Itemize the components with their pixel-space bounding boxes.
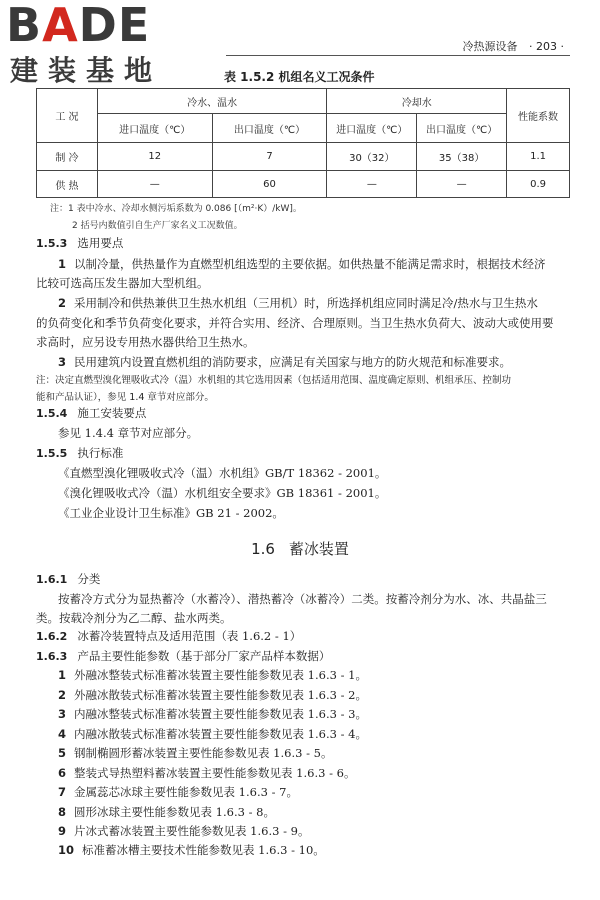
paragraph-cont: 比较可选高压发生器加大型机组。: [36, 276, 209, 290]
row-label: 制 冷: [37, 143, 98, 171]
list-item: 3 内融冰整装式标准蓄冰装置主要性能参数见表 1.6.3 - 3。: [58, 707, 367, 721]
header-rule: [226, 55, 570, 56]
table-caption: 表 1.5.2 机组名义工况条件: [224, 70, 375, 84]
section-number: 1.5.4: [36, 407, 68, 420]
list-item: 8 圆形冰球主要性能参数见表 1.6.3 - 8。: [58, 805, 275, 819]
header-chilled-outlet: 出口温度（℃）: [212, 114, 327, 143]
list-item: 10 标准蓄冰槽主要技术性能参数见表 1.6.3 - 10。: [58, 843, 325, 857]
text: 民用建筑内设置直燃机组的消防要求，应满足有关国家与地方的防火规范和标准要求。: [74, 355, 512, 369]
list-item: 9 片冰式蓄冰装置主要性能参数见表 1.6.3 - 9。: [58, 824, 310, 838]
section-number: 1.5.3: [36, 237, 68, 250]
paragraph: 参见 1.4.4 章节对应部分。: [58, 426, 199, 440]
section-heading: [36, 649, 570, 664]
header-cooling-inlet: 进口温度（℃）: [327, 114, 417, 143]
cell: 12: [97, 143, 212, 171]
section-title: 施工安装要点: [77, 406, 147, 420]
chapter-name: 蓄冰装置: [288, 540, 349, 558]
paragraph-cont: 的负荷变化和季节负荷变化要求，并符合实用、经济、合理原则。当卫生热水负荷大、波动大或使用要: [36, 316, 554, 330]
section-note-cont: 能和产品认证），参见 1.4 章节对应部分。: [36, 392, 214, 403]
paragraph: 3 民用建筑内设置直燃机组的消防要求，应满足有关国家与地方的防火规范和标准要求。: [58, 355, 512, 369]
section-heading: [36, 572, 570, 587]
section-title: 执行标准: [77, 446, 124, 460]
header-chilled-inlet: 进口温度（℃）: [97, 114, 212, 143]
paragraph-cont: 类。按载冷剂分为乙二醇、盐水两类。: [36, 611, 232, 625]
header-chilled-water: 冷水、温水: [97, 89, 327, 114]
section-number: 1.6.3: [36, 650, 68, 663]
logo: [6, 0, 151, 52]
paragraph-cont: 求高时，应另设专用热水器供给卫生热水。: [36, 335, 255, 349]
header-section: 冷热源设备: [462, 40, 518, 53]
header-condition: 工 况: [37, 89, 98, 143]
cell: 35（38）: [417, 143, 507, 171]
section-number: 1.6.2: [36, 630, 68, 643]
header-performance: 性能系数: [507, 89, 570, 143]
table-row: [37, 143, 570, 171]
list-item: 2 外融冰散装式标准蓄冰装置主要性能参数见表 1.6.3 - 2。: [58, 688, 367, 702]
section-heading: [36, 446, 570, 461]
paragraph: 按蓄冷方式分为显热蓄冷（水蓄冷）、潜热蓄冷（冰蓄冷）二类。按蓄冷剂分为水、冰、共晶盐三: [58, 592, 547, 606]
section-number: 1.6.1: [36, 573, 68, 586]
list-item: 7 金属蕊芯冰球主要性能参数见表 1.6.3 - 7。: [58, 785, 298, 799]
cell: 7: [212, 143, 327, 171]
paragraph: 2 采用制冷和供热兼供卫生热水机组（三用机）时，所选择机组应同时满足冷/热水与卫生热水: [58, 296, 538, 310]
list-item: 6 整装式导热塑料蓄冰装置主要性能参数见表 1.6.3 - 6。: [58, 766, 356, 780]
cell: 0.9: [507, 171, 570, 198]
logo-subtitle: 建装基地: [10, 54, 163, 87]
text: 采用制冷和供热兼供卫生热水机组（三用机）时，所选择机组应同时满足冷/热水与卫生热水: [74, 296, 538, 310]
chapter-number: 1.6: [251, 540, 275, 558]
section-number: 1.5.5: [36, 447, 68, 460]
table-note-2: 2 括号内数值引自生产厂家名义工况数值。: [72, 221, 243, 231]
header-cooling-water: 冷却水: [327, 89, 507, 114]
cell: —: [327, 171, 417, 198]
cell: 1.1: [507, 143, 570, 171]
text: 以制冷量，供热量作为直燃型机组选型的主要依据。如供热量不能满足需求时，根据技术经济: [74, 257, 546, 271]
standard-item: 《溴化锂吸收式冷（温）水机组安全要求》GB 18361 - 2001。: [58, 486, 387, 500]
logo-letters-de: DE: [78, 0, 151, 52]
running-header: [463, 38, 564, 54]
section-title: 选用要点: [77, 236, 124, 250]
list-item: 4 内融冰散装式标准蓄冰装置主要性能参数见表 1.6.3 - 4。: [58, 727, 367, 741]
rating-conditions-table: [36, 88, 570, 198]
page-number: · 203 ·: [529, 40, 564, 53]
section-heading: [36, 406, 570, 421]
section-title: 产品主要性能参数（基于部分厂家产品样本数据）: [77, 649, 331, 663]
header-cooling-outlet: 出口温度（℃）: [417, 114, 507, 143]
paragraph: 1 以制冷量，供热量作为直燃型机组选型的主要依据。如供热量不能满足需求时，根据技术经济: [58, 257, 546, 271]
chapter-title: [0, 538, 600, 559]
cell: 60: [212, 171, 327, 198]
cell: 30（32）: [327, 143, 417, 171]
table-row: [37, 171, 570, 198]
section-note: 注：决定直燃型溴化锂吸收式冷（温）水机组的其它选用因素（包括适用范围、温度确定原则、机组承压、控制功: [36, 375, 512, 386]
standard-item: 《工业企业设计卫生标准》GB 21 - 2002。: [58, 506, 284, 520]
section-heading: [36, 629, 570, 644]
logo-letter-b: B: [6, 0, 43, 52]
row-label: 供 热: [37, 171, 98, 198]
list-item: 1 外融冰整装式标准蓄冰装置主要性能参数见表 1.6.3 - 1。: [58, 668, 367, 682]
logo-letter-a: A: [42, 0, 79, 52]
standard-item: 《直燃型溴化锂吸收式冷（温）水机组》GB/T 18362 - 2001。: [58, 466, 387, 480]
cell: —: [97, 171, 212, 198]
section-title: 分类: [77, 572, 101, 586]
section-heading: [36, 236, 570, 251]
cell: —: [417, 171, 507, 198]
list-item: 5 钢制椭圆形蓄冰装置主要性能参数见表 1.6.3 - 5。: [58, 746, 333, 760]
section-title: 冰蓄冷装置特点及适用范围（表 1.6.2 - 1）: [77, 629, 302, 643]
table-note-1: 注：1 表中冷水、冷却水侧污垢系数为 0.086 [（m²·K）/kW]。: [50, 204, 302, 214]
